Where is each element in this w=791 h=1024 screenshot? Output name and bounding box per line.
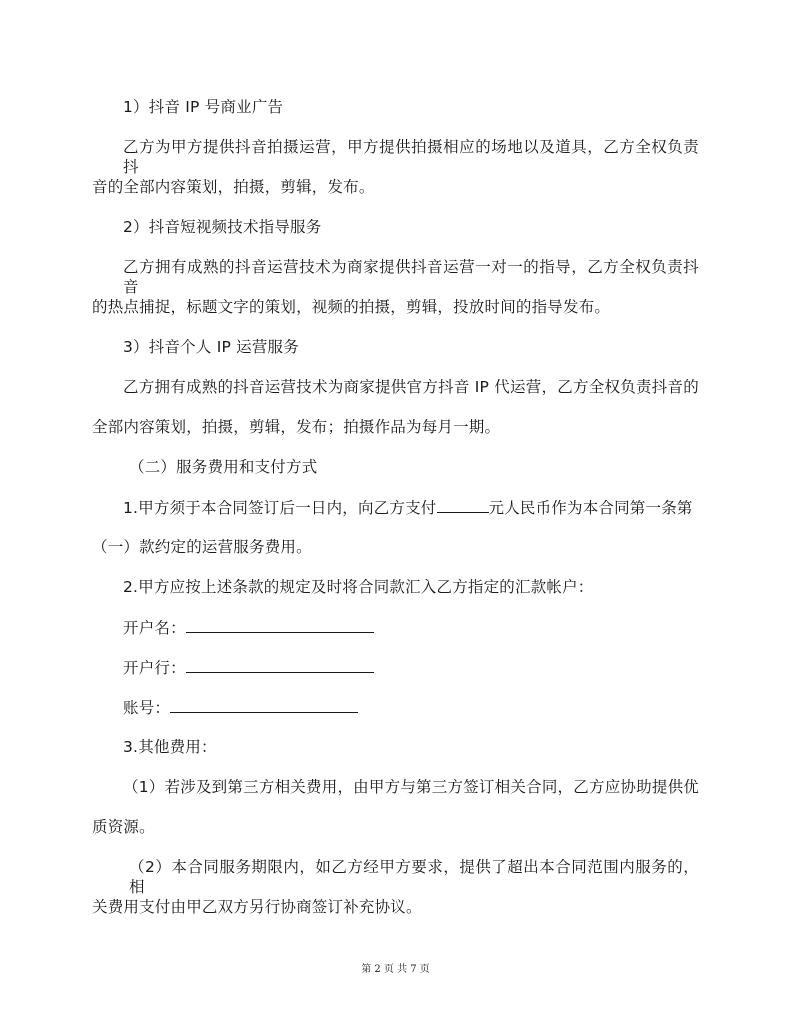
item3-body-line2: 全部内容策划，拍摄，剪辑，发布；拍摄作品为每月一期。 xyxy=(92,418,501,436)
item3-heading: 3）抖音个人 IP 运营服务 xyxy=(123,338,299,356)
item1-body-line2: 音的全部内容策划，拍摄，剪辑，发布。 xyxy=(92,178,375,196)
item2-heading: 2）抖音短视频技术指导服务 xyxy=(123,218,322,236)
clause3-2-line2: 关费用支付由甲乙双方另行协商签订补充协议。 xyxy=(92,898,422,916)
clause1-part1: 1.甲方须于本合同签订后一日内，向乙方支付 xyxy=(123,499,437,517)
clause1-part2: 元人民币作为本合同第一条第 xyxy=(488,499,693,517)
bank-blank xyxy=(186,657,374,673)
account-name-blank xyxy=(186,617,374,633)
account-name-row xyxy=(123,617,374,638)
account-number-blank xyxy=(170,697,358,713)
clause3-1-line2: 质资源。 xyxy=(92,818,155,836)
item2-body-line2: 的热点捕捉，标题文字的策划，视频的拍摄，剪辑，投放时间的指导发布。 xyxy=(92,298,611,316)
page-number-footer: 第 2 页 共 7 页 xyxy=(361,964,430,975)
item2-body-line1: 乙方拥有成熟的抖音运营技术为商家提供抖音运营一对一的指导，乙方全权负责抖音 xyxy=(123,258,699,296)
amount-blank xyxy=(437,497,489,513)
clause3: 3.其他费用： xyxy=(123,738,217,756)
item1-heading: 1）抖音 IP 号商业广告 xyxy=(123,98,284,116)
account-number-row xyxy=(123,697,358,718)
clause1-line2: （一）款约定的运营服务费用。 xyxy=(92,538,312,556)
account-number-label: 账号： xyxy=(123,699,171,717)
item3-body-line1: 乙方拥有成熟的抖音运营技术为商家提供官方抖音 IP 代运营，乙方全权负责抖音的 xyxy=(123,378,699,396)
bank-label: 开户行： xyxy=(123,659,186,677)
item1-body-line1: 乙方为甲方提供抖音拍摄运营，甲方提供拍摄相应的场地以及道具，乙方全权负责抖 xyxy=(123,138,699,176)
section2-heading: （二）服务费用和支付方式 xyxy=(129,458,318,476)
clause2: 2.甲方应按上述条款的规定及时将合同款汇入乙方指定的汇款帐户： xyxy=(123,578,594,596)
clause3-2-line1: （2）本合同服务期限内，如乙方经甲方要求，提供了超出本合同范围内服务的，相 xyxy=(129,858,699,896)
clause1-line1 xyxy=(123,497,701,518)
account-name-label: 开户名： xyxy=(123,619,186,637)
clause3-1-line1: （1）若涉及到第三方相关费用，由甲方与第三方签订相关合同，乙方应协助提供优 xyxy=(123,778,699,796)
bank-row xyxy=(123,657,374,678)
